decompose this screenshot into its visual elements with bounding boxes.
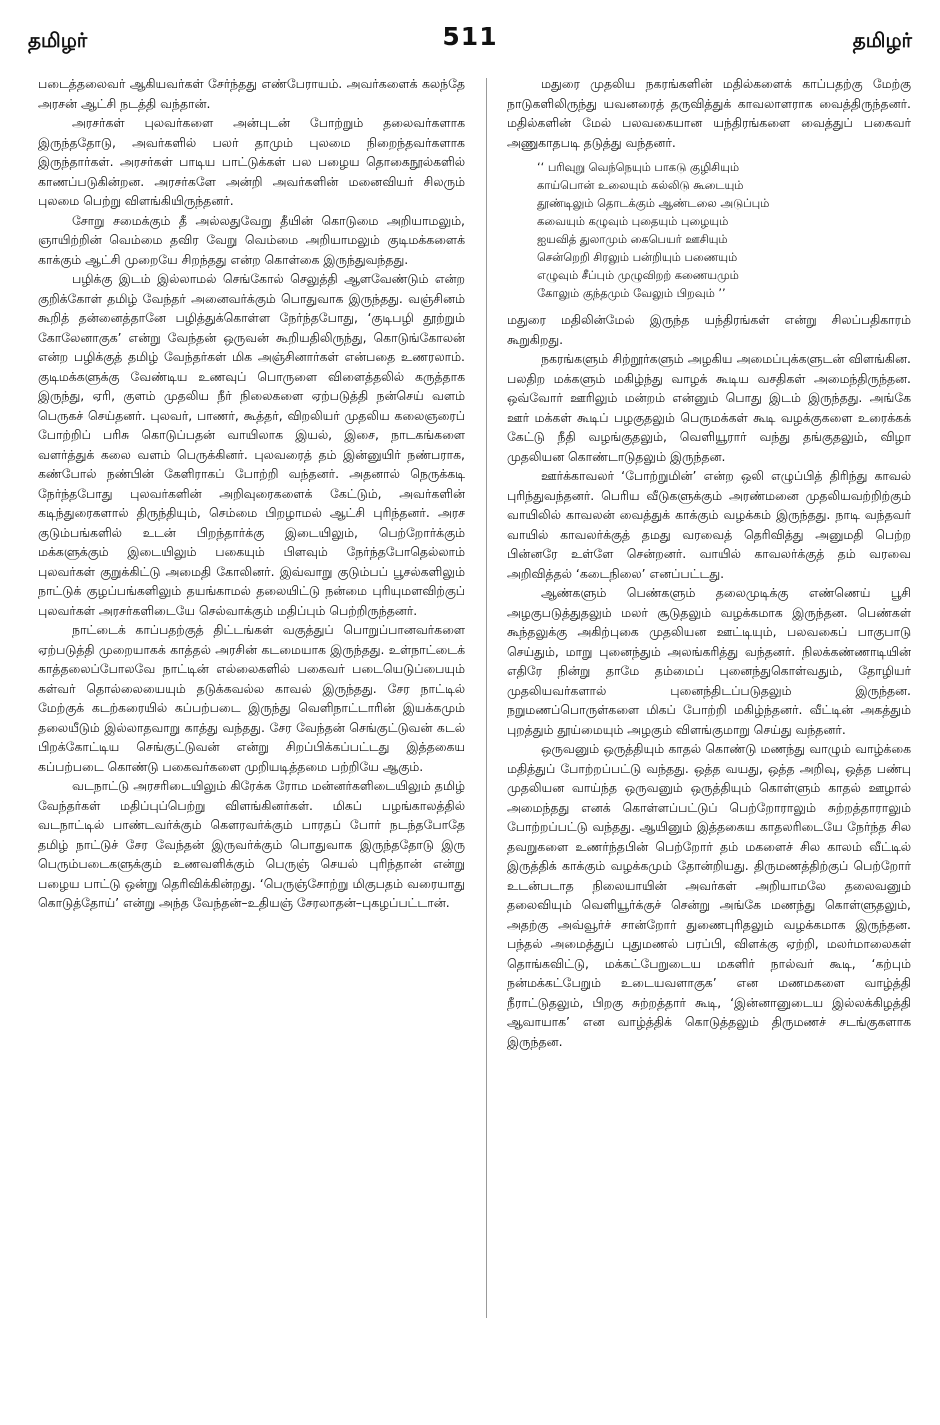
- paragraph: ஒருவனும் ஒருத்தியும் காதல் கொண்டு மணந்து வாழும் வாழ்க்கை மதித்துப் போற்றப்பட்டு வந்தது. ஒத்த வயது, ஒத்த அறிவு, ஒத்த பண்பு முதலியன வாய்ந்த ஒருவனும் ஒருத்தியும் கொள்ளும் காதல் ஊழால் அமைந்தது எனக் கொள்ளப்பட்டுப் பெற்றோராலும் சுற்றத்தாராலும் போற்றப்பட்டு வந்தது. ஆயினும் இத்தகைய காதலரிடையே நேர்ந்த சில தவறுகளை உணர்ந்தபின் பெற்றோர் தம் மகளைச் சில காலம் வீட்டில் இருத்திக் காக்கும் வழக்கமும் தோன்றியது. திருமணத்திற்குப் பெற்றோர் உடன்படாத நிலையாயின் அவர்கள் அறியாமலே தலைவனும் தலைவியும் வெளியூர்க்குச் சென்று அங்கே மணந்து கொள்ளுதலும், அதற்கு அவ்வூர்ச் சான்றோர் துணைபுரிதலும் வழக்கமாக இருந்தன. பந்தல் அமைத்துப் புதுமணல் பரப்பி, விளக்கு ஏற்றி, மலர்மாலைகள் தொங்கவிட்டு, மக்கட்பேறுடைய மகளிர் நால்வர் கூடி, ‘கற்பும் நன்மக்கட்பேறும் உடையவளாகுக’ என மணமகளை வாழ்த்தி நீராட்டுதலும், பிறகு சுற்றத்தார் கூடி, ‘இன்னானுடைய இல்லக்கிழத்தி ஆவாயாக’ என வாழ்த்திக் கொடுத்தலும் திருமணச் சடங்குகளாக இருந்தன.: [507, 741, 911, 1049]
- right-column: [507, 74, 911, 1334]
- verse-line: ‘‘ பரிவுறு வெந்நெயும் பாகடு குழிசியும்: [537, 160, 740, 174]
- verse-line: ஐயவித் துலாமும் கைபெயர் ஊசியும்: [537, 232, 728, 246]
- running-title-left: தமிழர்: [28, 28, 88, 52]
- verse-quote: [537, 158, 911, 302]
- verse-line: சென்றெறி சிரலும் பன்றியும் பணையும்: [537, 250, 738, 264]
- paragraph: ஊர்க்காவலர் ‘போற்றுமின்’ என்ற ஒலி எழுப்பித் திரிந்து காவல் புரிந்துவந்தனர். பெரிய வீடுகளுக்கும் அரண்மனை முதலியவற்றிற்கும் வாயிலில் காவலன் வைத்துக் காக்கும் வழக்கம் இருந்தது. நாடி வந்தவர் வாயில் காவலர்க்குத் தமது வரவைத் தெரிவித்து அனுமதி பெற்ற பின்னரே உள்ளே சென்றனர். வாயில் காவலர்க்குத் தம் வரவை அறிவித்தல் ‘கடைநிலை’ எனப்பட்டது.: [507, 468, 911, 581]
- verse-line: தூண்டிலும் தொடக்கும் ஆண்டலை அடுப்பும்: [537, 196, 770, 210]
- paragraph: மதுரை முதலிய நகரங்களின் மதில்களைக் காப்பதற்கு மேற்கு நாடுகளிலிருந்து யவனரைத் தருவித்துக் காவலாளராக வைத்திருந்தனர். மதில்களின் மேல் பலவகையான யந்திரங்களை வைத்துப் பகைவர் அணுகாதபடி தடுத்து வந்தனர்.: [507, 76, 911, 150]
- paragraph: வடநாட்டு அரசரிடையிலும் கிரேக்க ரோம மன்னர்களிடையிலும் தமிழ் வேந்தர்கள் மதிப்புப்பெற்று விளங்கினர்கள். மிகப் பழங்காலத்தில் வடநாட்டில் பாண்டவர்க்கும் கௌரவர்க்கும் பாரதப் போர் நடந்தபோதே தமிழ் நாட்டுச் சேர வேந்தன் இருவர்க்கும் பொதுவாக இருந்ததோடு இரு பெரும்படைகளுக்கும் உணவளிக்கும் பெருஞ் செயல் புரிந்தான் என்று பழைய பாட்டு ஒன்று தெரிவிக்கின்றது. ‘பெருஞ்சோற்று மிகுபதம் வரையாது கொடுத்தோய்’ என்று அந்த வேந்தன்–உதியஞ் சேரலாதன்–புகழப்பட்டான்.: [38, 778, 465, 910]
- left-column: [38, 74, 465, 1374]
- paragraph: சோறு சமைக்கும் தீ அல்லதுவேறு தீயின் கொடுமை அறியாமலும், ஞாயிற்றின் வெம்மை தவிர வேறு வெம்மை அறியாமலும் குடிமக்களைக் காக்கும் ஆட்சி முறையே சிறந்தது என்ற கொள்கை இருந்துவந்தது.: [38, 212, 465, 267]
- paragraph: மதுரை மதிலின்மேல் இருந்த யந்திரங்கள் என்று சிலப்பதிகாரம் கூறுகிறது.: [507, 312, 911, 347]
- verse-line: காய்பொன் உலையும் கல்லிடு கூடையும்: [537, 178, 744, 192]
- paragraph: ஆண்களும் பெண்களும் தலைமுடிக்கு எண்ணெய் பூசி அழகுபடுத்துதலும் மலர் சூடுதலும் வழக்கமாக இருந்தன. பெண்கள் கூந்தலுக்கு அகிற்புகை முதலியன ஊட்டியும், பலவகைப் பாகுபாடு செய்தும், மாறு புனைந்தும் அலங்கரித்து வந்தனர். நிலக்கண்ணாடியின் எதிரே நின்று தாமே தம்மைப் புனைந்துகொள்வதும், தோழியர் முதலியவர்களால் புனைந்திடப்படுதலும் இருந்தன. நறுமணப்பொருள்களை மிகப் போற்றி மகிழ்ந்தனர். வீட்டின் அகத்தும் புறத்தும் தூய்மையும் அழகும் விளங்குமாறு செய்து வந்தனர்.: [507, 585, 911, 737]
- running-title-right: தமிழர்: [852, 28, 912, 52]
- verse-line: கவையும் கழுவும் புதையும் புழையும்: [537, 214, 729, 228]
- column-divider: [486, 78, 487, 1318]
- page-header: [28, 22, 912, 62]
- paragraph: அரசர்கள் புலவர்களை அன்புடன் போற்றும் தலைவர்களாக இருந்ததோடு, அவர்களில் பலர் தாமும் புலமை நிறைந்தவர்களாக இருந்தார்கள். அரசர்கள் பாடிய பாட்டுக்கள் பல பழைய தொகைநூல்களில் காணப்படுகின்றன. அரசர்களே அன்றி அவர்களின் மனைவியர் சிலரும் புலமை பெற்று விளங்கியிருந்தனர்.: [38, 115, 465, 208]
- paragraph: நகரங்களும் சிற்றூர்களும் அழகிய அமைப்புக்களுடன் விளங்கின. பலதிற மக்களும் மகிழ்ந்து வாழக் கூடிய வசதிகள் அமைந்திருந்தன. ஒவ்வோர் ஊரிலும் மன்றம் என்னும் பொது இடம் இருந்தது. அங்கே ஊர் மக்கள் கூடிப் பழகுதலும் பெருமக்கள் கூடி வழக்குகளை உரைக்கக் கேட்டு நீதி வழங்குதலும், வெளியூரார் வந்து தங்குதலும், விழா முதலியன கொண்டாடுதலும் இருந்தன.: [507, 351, 911, 464]
- page-number: 511: [442, 22, 498, 51]
- paragraph: நாட்டைக் காப்பதற்குத் திட்டங்கள் வகுத்துப் பொறுப்பானவர்களை ஏற்படுத்தி முறையாகக் காத்தல் அரசின் கடமையாக இருந்தது. உள்நாட்டைக் காத்தலைப்போலவே நாட்டின் எல்லைகளில் பகைவர் படையெடுப்பையும் கள்வர் தொல்லையையும் தடுக்கவல்ல காவல் இருந்தது. சேர நாட்டில் மேற்குக் கடற்கரையில் கப்பற்படை இருந்து வெளிநாட்டாரின் இயக்கமும் தலையீடும் இல்லாதவாறு காத்து வந்தது. சேர வேந்தன் செங்குட்டுவன் கடல் பிறக்கோட்டிய செங்குட்டுவன் என்று சிறப்பிக்கப்பட்டது இத்தகைய கப்பற்படை கொண்டு பகைவர்களை முறியடித்தமை பற்றியே ஆகும்.: [38, 622, 465, 774]
- verse-line: எழுவும் சீப்பும் முழுவிறற் கணையமும்: [537, 268, 739, 282]
- paragraph: பழிக்கு இடம் இல்லாமல் செங்கோல் செலுத்தி ஆளவேண்டும் என்ற குறிக்கோள் தமிழ் வேந்தர் அனைவர்க்கும் பொதுவாக இருந்தது. வஞ்சினம் கூறித் தன்னைத்தானே பழித்துக்கொள்ள நேர்ந்தபோது, ‘குடிபழி தூற்றும் கோலேனாகுக’ என்று வேந்தன் ஒருவன் கூறியதிலிருந்து, கொடுங்கோலன் என்ற பழிக்குத் தமிழ் வேந்தர்கள் மிக அஞ்சினார்கள் என்பதை உணரலாம். குடிமக்களுக்கு வேண்டிய உணவுப் பொருளை விளைத்தலில் கருத்தாக இருந்து, ஏரி, குளம் முதலிய நீர் நிலைகளை ஏற்படுத்தி நன்செய் வளம் பெருகச் செய்தனர். புலவர், பாணர், கூத்தர், விறலியர் முதலிய கலைஞரைப் போற்றிப் பரிசு கொடுப்பதன் வாயிலாக இயல், இசை, நாடகங்களை வளர்த்துக் கலை வளம் பெருக்கினர். புலவரைத் தம் இன்னுயிர் நண்பராக, கண்போல் நண்பின் கேளிராகப் போற்றி வந்தனர். அதனால் நெருக்கடி நேர்ந்தபோது புலவர்களின் அறிவுரைகளைக் கேட்டும், அவர்களின் கடிந்துரைகளால் திருந்தியும், செம்மை பிறழாமல் ஆட்சி புரிந்தனர். அரச குடும்பங்களில் உடன் பிறந்தார்க்கு இடையிலும், பெற்றோர்க்கும் மக்களுக்கும் இடையிலும் பகையும் பிளவும் நேர்ந்தபோதெல்லாம் புலவர்கள் குறுக்கிட்டு அமைதி கோலினர். இவ்வாறு குடும்பப் பூசல்களிலும் நாட்டுக் குழப்பங்களிலும் தயங்காமல் தலையிட்டு நன்மை புரியுமளவிற்குப் புலவர்கள் அரசர்களிடையே செல்வாக்கும் மதிப்பும் பெற்றிருந்தனர்.: [38, 271, 465, 618]
- verse-line: கோலும் குந்தமும் வேலும் பிறவும் ’’: [537, 286, 726, 300]
- paragraph: படைத்தலைவர் ஆகியவர்கள் சேர்ந்தது எண்பேராயம். அவர்களைக் கலந்தே அரசன் ஆட்சி நடத்தி வந்தான்.: [38, 76, 465, 111]
